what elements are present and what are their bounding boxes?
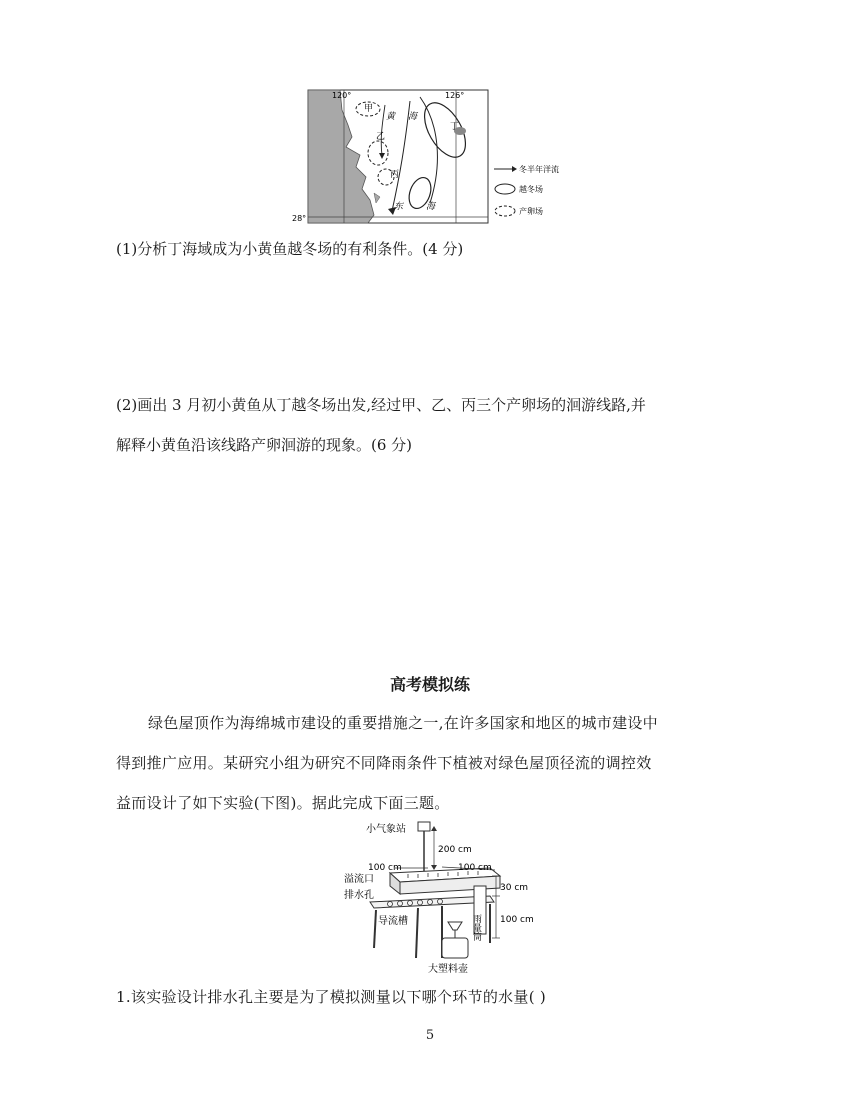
bucket-label: 大塑料壶 xyxy=(428,964,468,975)
question-2-line-2: 解释小黄鱼沿该线路产卵洄游的现象。(6 分) xyxy=(116,436,413,454)
label-ding: 丁 xyxy=(450,122,460,132)
legend-spawning: 产卵场 xyxy=(519,207,543,216)
guide-channel-label: 导流槽 xyxy=(378,916,408,927)
label-hai-2: 海 xyxy=(426,202,436,212)
label-bing: 丙 xyxy=(390,170,400,180)
page-number: 5 xyxy=(425,1028,435,1043)
overflow-label: 溢流口 xyxy=(344,874,374,885)
label-hai-1: 海 xyxy=(408,112,418,122)
mcq-question-1: 1.该实验设计排水孔主要是为了模拟测量以下哪个环节的水量( ) xyxy=(116,988,547,1006)
label-jia: 甲 xyxy=(364,104,374,114)
green-roof-experiment-figure xyxy=(330,818,550,978)
intro-line-1: 绿色屋顶作为海绵城市建设的重要措施之一,在许多国家和地区的城市建设中 xyxy=(148,714,658,732)
intro-line-3: 益而设计了如下实验(下图)。据此完成下面三题。 xyxy=(116,794,450,812)
label-huang: 黄 xyxy=(386,112,396,122)
drain-hole-label: 排水孔 xyxy=(344,890,374,901)
dim-30cm: 30 cm xyxy=(500,883,529,893)
dim-100cm-b: 100 cm xyxy=(458,863,492,873)
legend-current: 冬半年洋流 xyxy=(519,165,559,174)
label-dong: 东 xyxy=(394,202,404,212)
section-title: 高考模拟练 xyxy=(389,675,470,694)
rain-gauge-label: 雨量筒 xyxy=(471,914,481,941)
lat-28-label: 28° xyxy=(292,214,307,223)
intro-line-2: 得到推广应用。某研究小组为研究不同降雨条件下植被对绿色屋顶径流的调控效 xyxy=(116,754,652,772)
lon-126-label: 126° xyxy=(445,91,465,100)
lon-120-label: 120° xyxy=(332,91,352,100)
dim-100cm-c: 100 cm xyxy=(500,915,534,925)
weather-station-label: 小气象站 xyxy=(366,824,406,835)
question-1: (1)分析丁海域成为小黄鱼越冬场的有利条件。(4 分) xyxy=(116,240,464,258)
label-yi: 乙 xyxy=(376,132,386,142)
dim-100cm-a: 100 cm xyxy=(368,863,402,873)
dim-200cm: 200 cm xyxy=(438,845,472,855)
legend-wintering: 越冬场 xyxy=(519,185,543,194)
question-2-line-1: (2)画出 3 月初小黄鱼从丁越冬场出发,经过甲、乙、丙三个产卵场的洄游线路,并 xyxy=(116,396,646,414)
ocean-map-figure xyxy=(290,85,590,230)
